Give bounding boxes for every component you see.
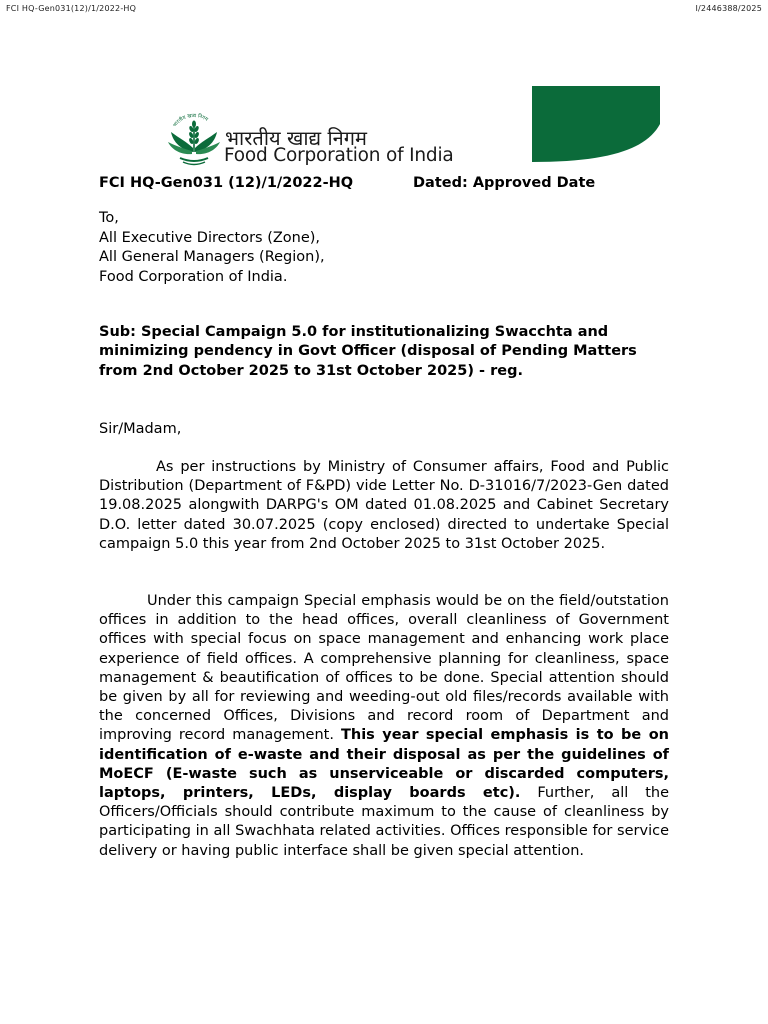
dated-label: Dated: Approved Date	[413, 175, 596, 191]
fci-logo	[163, 108, 455, 170]
svg-text:भारतीय खाद्य निगम	[172, 112, 210, 128]
fci-emblem-icon	[163, 108, 225, 170]
decorative-green-shape	[532, 86, 660, 162]
emblem-motto: भारतीय खाद्य निगम	[172, 112, 209, 129]
reference-number: FCI HQ-Gen031 (12)/1/2022-HQ	[99, 175, 354, 191]
salutation: Sir/Madam,	[99, 421, 182, 437]
address-line: All General Managers (Region),	[99, 249, 325, 265]
subject-line: Sub: Special Campaign 5.0 for institutionalizing Swacchta and minimizing pendency in Govt Officer (disposal of Pending Matters from 2nd October 2025 to 31st October 2025) - reg.	[99, 324, 637, 379]
address-line: All Executive Directors (Zone),	[99, 229, 321, 246]
document-header-ref: FCI HQ-Gen031(12)/1/2022-HQ	[6, 4, 137, 13]
logo-hindi-name: भारतीय खाद्य निगम	[225, 126, 367, 150]
logo-english-name: Food Corporation of India	[224, 145, 454, 166]
paragraph-1: As per instructions by Ministry of Consumer affairs, Food and Public Distribution (Department of F&PD) vide Letter No. D-31016/7/2023-Gen dated 19.08.2025 alongwith DARPG's OM dated 01.08.2025 and Cabinet Secretary D.O. letter dated 30.07.2025 (copy enclosed) directed to undertake Special campaign 5.0 this year from 2nd October 2025 to 31st October 2025.	[99, 459, 669, 552]
address-line: To,	[99, 210, 119, 226]
paragraph-2-text: Under this campaign Special emphasis would be on the field/outstation offices in addition to the head offices, overall cleanliness of Government offices with special focus on space management and enhancing work place experience of field offices. A comprehensive planning for cleanliness, space management & beautification of offices to be done. Special attention should be given by all for reviewing and weeding-out old files/records available with the concerned Offices, Divisions and record room of Department and improving record management.	[99, 593, 669, 744]
recipient-address	[99, 209, 325, 287]
paragraph-2-text-end: Further, all the Officers/Officials should contribute maximum to the cause of cleanliness by participating in all Swachhata related activities. Offices responsible for service delivery or having public interface shall be given special attention.	[99, 785, 669, 859]
reference-line	[99, 175, 596, 191]
address-line: Food Corporation of India.	[99, 268, 288, 285]
paragraph-2-emphasis: This year special emphasis is to be on identification of e-waste and their disposal as per the guidelines of MoECF (E-waste such as unserviceable or discarded computers, laptops, printers, LEDs, display boards etc).	[99, 727, 669, 802]
document-header-id: I/2446388/2025	[695, 4, 762, 13]
paragraph-2	[99, 592, 669, 861]
